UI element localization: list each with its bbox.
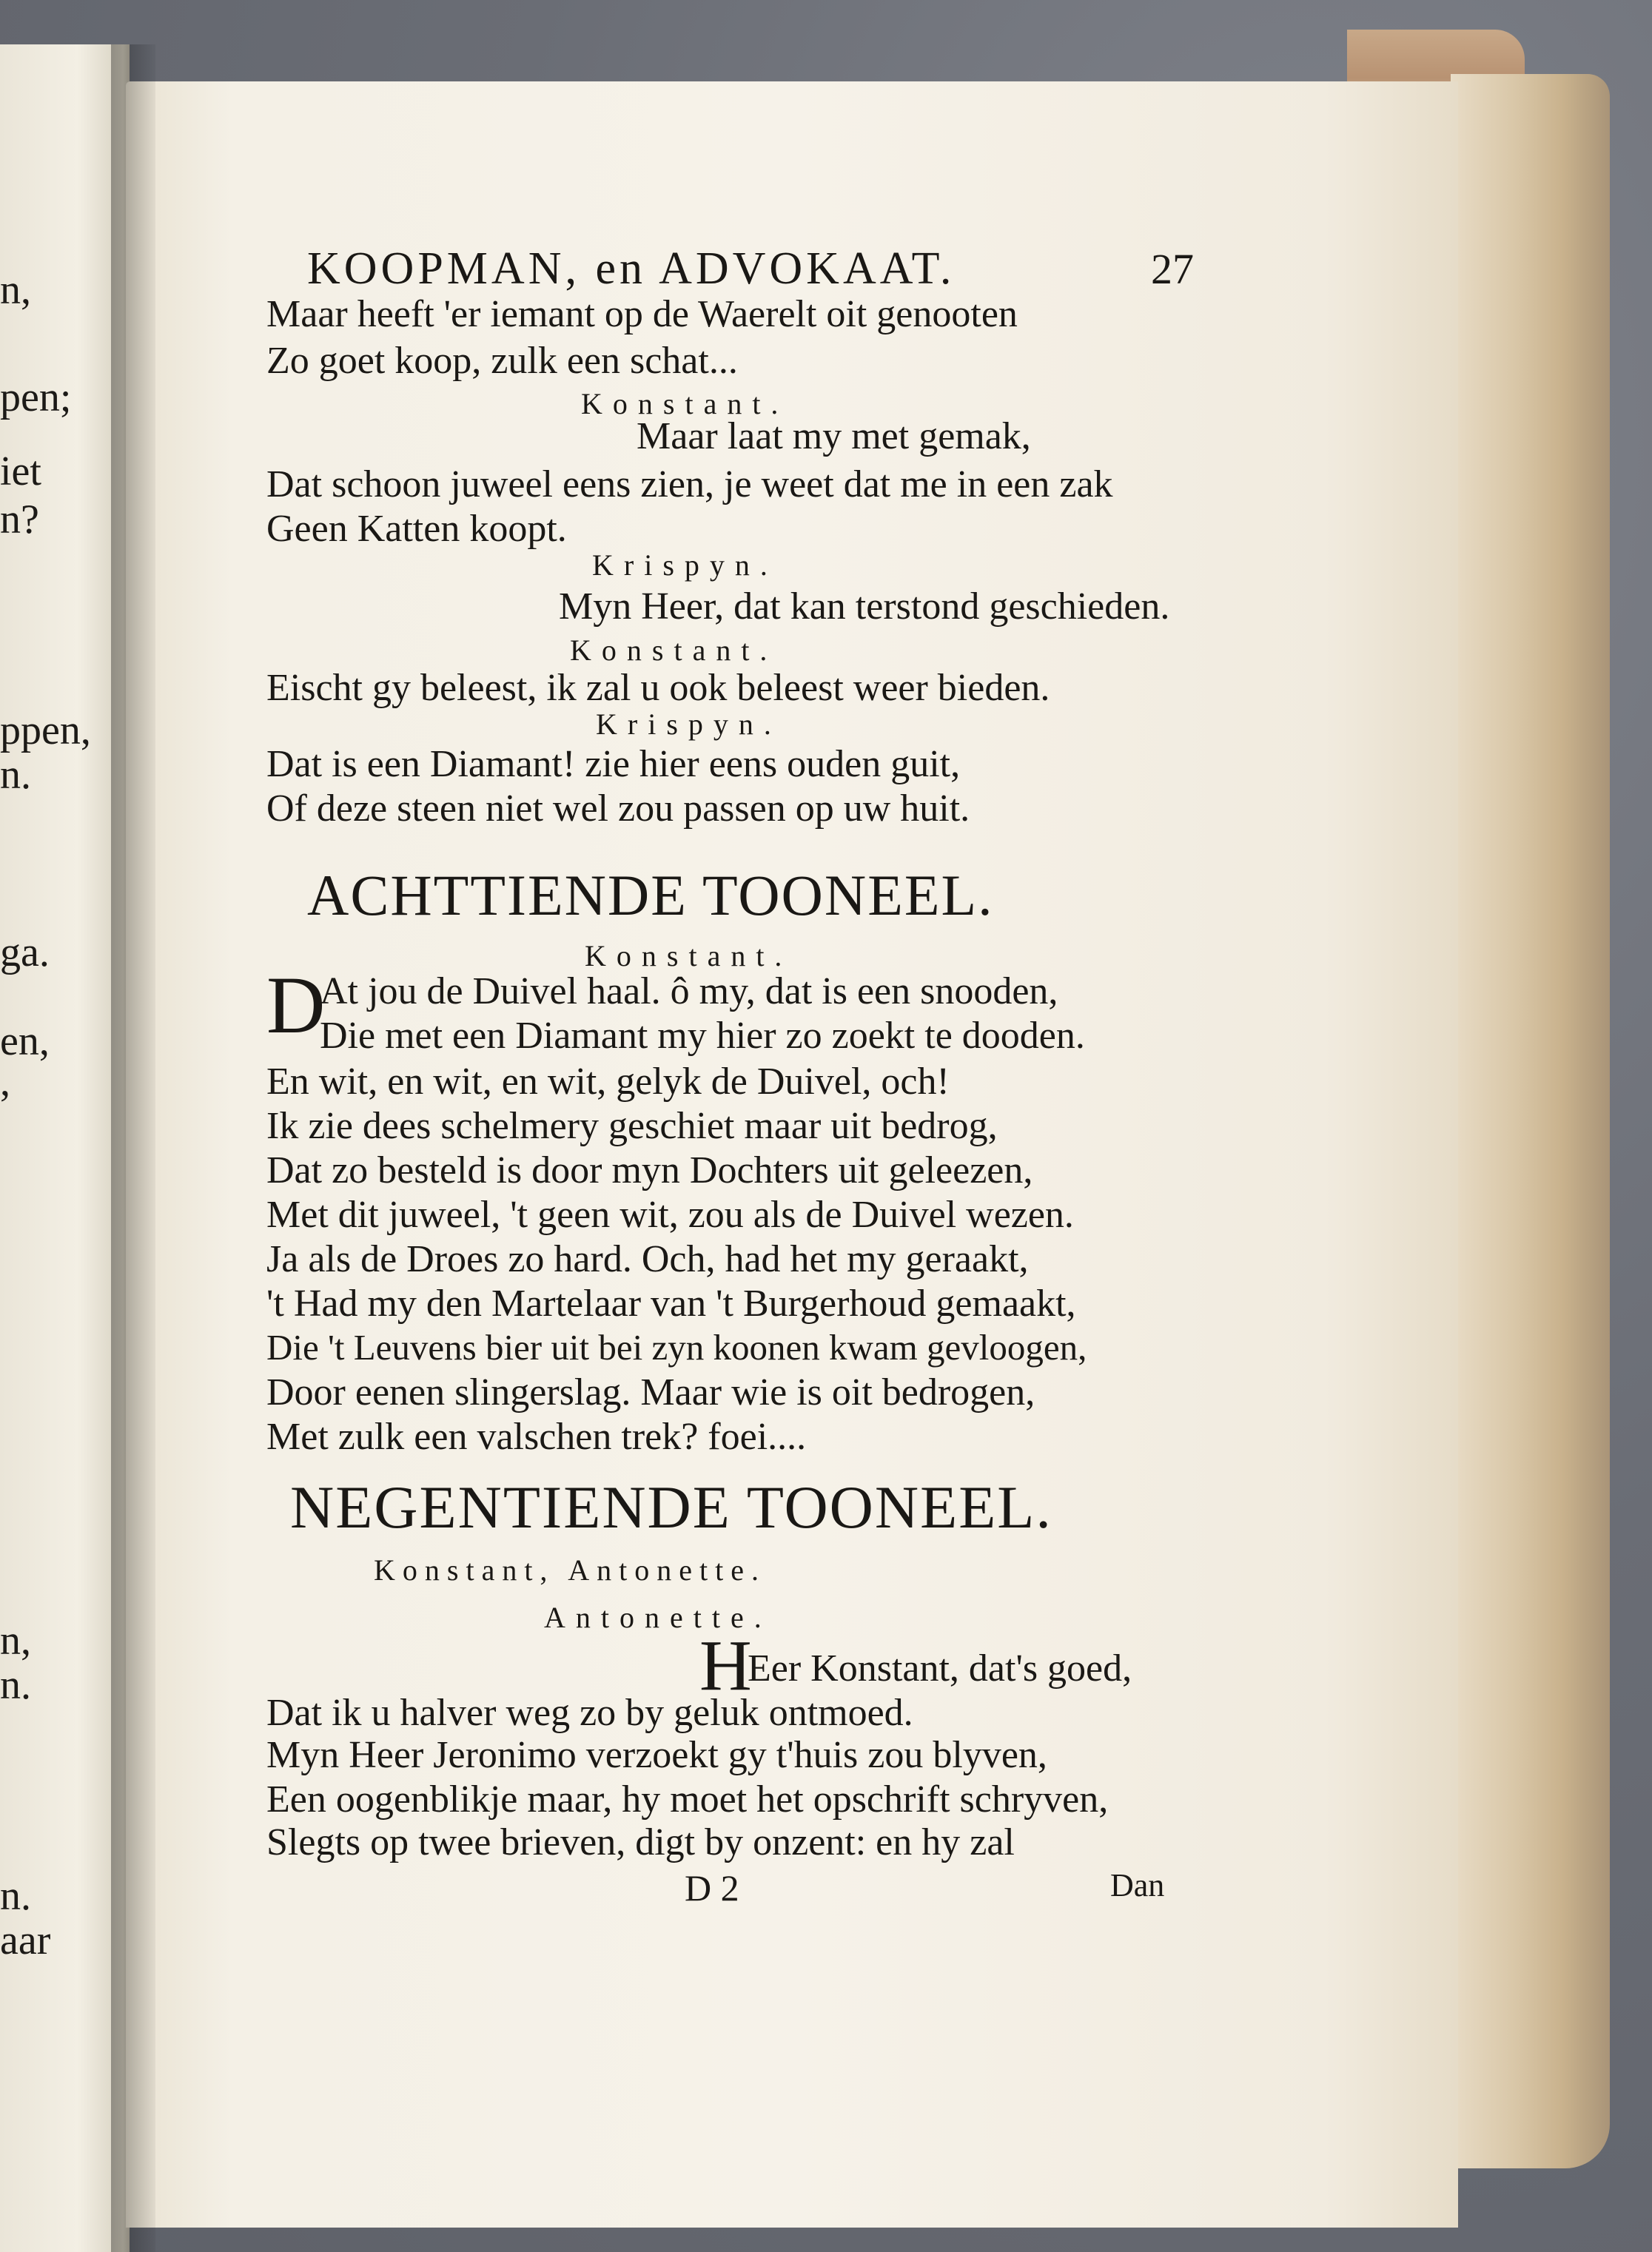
verse-line: Myn Heer, dat kan terstond geschieden.	[559, 585, 1170, 628]
left-fragment: n?	[0, 497, 39, 542]
speaker-name: Konstant.	[570, 633, 778, 667]
catchword: Dan	[1110, 1867, 1165, 1903]
left-fragment: ga.	[0, 930, 50, 975]
verse-line: Of deze steen niet wel zou passen op uw huit.	[266, 787, 970, 830]
verse-line: Die met een Diamant my hier zo zoekt te dooden.	[320, 1015, 1085, 1057]
scene-heading: ACHTTIENDE TOONEEL.	[307, 863, 994, 927]
left-page	[0, 44, 130, 2252]
verse-line: Slegts op twee brieven, digt by onzent: en hy zal	[266, 1821, 1015, 1863]
speaker-name: Antonette.	[544, 1601, 772, 1634]
running-head-title: KOOPMAN, en ADVOKAAT.	[307, 243, 956, 294]
verse-line: Door eenen slingerslag. Maar wie is oit bedrogen,	[266, 1371, 1035, 1414]
verse-line: Ja als de Droes zo hard. Och, had het my geraakt,	[266, 1238, 1029, 1280]
gutter-shadow	[111, 44, 155, 2252]
speaker-name: Konstant.	[585, 939, 793, 972]
verse-line: Dat ik u halver weg zo by geluk ontmoed.	[266, 1692, 913, 1734]
verse-line: Een oogenblikje maar, hy moet het opschrift schryven,	[266, 1778, 1109, 1821]
left-fragment: n,	[0, 1618, 31, 1664]
left-fragment: n,	[0, 267, 31, 313]
page-number: 27	[1151, 245, 1194, 293]
drop-cap: H	[699, 1626, 752, 1706]
left-fragment: n.	[0, 752, 31, 798]
verse-line: Met dit juweel, 't geen wit, zou als de Duivel wezen.	[266, 1194, 1074, 1236]
left-fragment: aar	[0, 1917, 51, 1963]
scene-heading: NEGENTIENDE TOONEEL.	[290, 1473, 1052, 1541]
verse-line: Dat schoon juweel eens zien, je weet dat me in een zak	[266, 463, 1113, 505]
verse-line: En wit, en wit, en wit, gelyk de Duivel, och!	[266, 1061, 950, 1103]
verse-line: Die 't Leuvens bier uit bei zyn koonen kwam gevloogen,	[266, 1327, 1087, 1368]
left-fragment: en,	[0, 1018, 50, 1064]
verse-line: Eer Konstant, dat's goed,	[748, 1647, 1132, 1690]
left-fragment: n.	[0, 1662, 31, 1708]
page-edge-stack	[1451, 74, 1610, 2168]
speaker-name: Krispyn.	[596, 707, 782, 741]
verse-line: Zo goet koop, zulk een schat...	[266, 340, 738, 382]
left-fragment: iet	[0, 448, 41, 494]
left-fragment: n.	[0, 1873, 31, 1919]
character-list: Konstant, Antonette.	[374, 1553, 766, 1587]
left-fragment: ppen,	[0, 707, 91, 753]
verse-line: Dat zo besteld is door myn Dochters uit geleezen,	[266, 1149, 1033, 1191]
drop-cap: D	[266, 960, 326, 1050]
verse-line: Met zulk een valschen trek? foei....	[266, 1416, 807, 1458]
verse-line: Maar heeft 'er iemant op de Waerelt oit genooten	[266, 293, 1018, 335]
signature-mark: D 2	[685, 1867, 739, 1909]
verse-line: Ik zie dees schelmery geschiet maar uit bedrog,	[266, 1105, 998, 1147]
left-fragment: ,	[0, 1059, 10, 1105]
speaker-name: Krispyn.	[592, 548, 778, 582]
verse-line: At jou de Duivel haal. ô my, dat is een snooden,	[320, 970, 1058, 1012]
verse-line: Eischt gy beleest, ik zal u ook beleest weer bieden.	[266, 667, 1050, 709]
verse-line: 't Had my den Martelaar van 't Burgerhoud gemaakt,	[266, 1283, 1076, 1325]
speaker-name: Konstant.	[581, 387, 789, 420]
verse-line: Maar laat my met gemak,	[637, 415, 1031, 457]
left-fragment: pen;	[0, 374, 72, 420]
verse-line: Myn Heer Jeronimo verzoekt gy t'huis zou blyven,	[266, 1734, 1047, 1776]
verse-line: Dat is een Diamant! zie hier eens ouden guit,	[266, 743, 961, 785]
verse-line: Geen Katten koopt.	[266, 508, 567, 550]
